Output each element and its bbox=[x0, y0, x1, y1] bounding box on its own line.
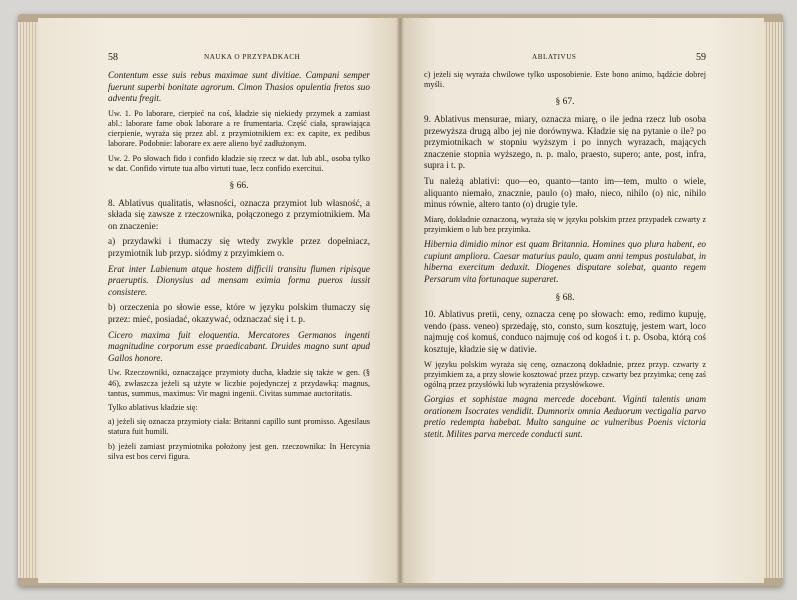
left-page bbox=[38, 18, 400, 583]
right-paragraph: Gorgias et sophistae magna mercede docebant. Viginti talentis unam orationem Isocrates vendidit. Dumnorix omnia Aeduorum vectigalia parvo pretio redempta habebat. Multo sanguine ac vulneribus Poenis victoria stetit. Milites parva mercede conducti sunt. bbox=[424, 394, 706, 439]
left-paragraph: Tylko ablativus kładzie się: bbox=[108, 402, 198, 412]
left-paragraph: a) przydawki i tłumaczy się wtedy zwykle przez dopełniacz, przymiotnik lub przyp. siódmy z przyimkiem o. bbox=[108, 236, 370, 258]
left-paragraph: Contentum esse suis rebus maximae sunt divitiae. Campani semper fuerunt superbi bonitate agrorum. Cimon Thasios opulentia fretos suo adventu fregit. bbox=[108, 70, 370, 104]
left-text-block bbox=[108, 70, 370, 466]
section-heading: § 66. bbox=[229, 181, 249, 191]
left-paragraph: a) jeżeli się oznacza przymioty ciała: Britanni capillo sunt promisso. Agesilaus statura fuit humili. bbox=[108, 417, 370, 437]
page-edges-right bbox=[761, 22, 783, 578]
left-header bbox=[108, 52, 370, 63]
right-paragraph: Tu należą ablativi: quo—eo, quanto—tanto im—tem, multo o wiele, aliquanto niemało, znacznie, paulo (o) mało, nieco, nihilo (o) nic, nihilo minus równie, altero tanto (o) drugie tyle. bbox=[424, 175, 706, 210]
right-paragraph: Hibernia dimidio minor est quam Britannia. Homines quo plura habent, eo cupiunt ampliora. Caesar maturius paulo, quam anni tempus postulabat, in hiberna exercitum deduxit. Diogenes disputare solebat, quanto regem Persarum vita fortunaque superaret. bbox=[424, 239, 706, 284]
right-paragraph: 10. Ablativus pretii, ceny, oznacza cenę po słowach: emo, redimo kupuję, vendo (pass. veneo) sprzedaję, sto, consto, sum kosztuję, jestem wart, loco najmuję coś komuś, conduco najmuję coś od kogoś i t. p. Osoba, którą coś kosztuje, kładzie się w dativie. bbox=[424, 309, 706, 354]
left-paragraph: Uw. Rzeczowniki, oznaczające przymioty ducha, kładzie się także w gen. (§ 46), zwłaszcza jeżeli są użyte w liczbie pojedynczej z przydawką: magnus, tantus, summus, maximus: Vir magni ingenii. Civitas summae auctoritatis. bbox=[108, 368, 370, 398]
section-heading: § 67. bbox=[555, 97, 575, 108]
left-paragraph: 8. Ablativus qualitatis, własności, oznacza przymiot lub własność, a składa się zawsze z rzeczownika, połączonego z przymiotnikiem. Ma on znaczenie: bbox=[108, 197, 370, 231]
left-paragraph: Uw. 1. Po laborare, cierpieć na coś, kładzie się niekiedy przymek a zamiast abl.: laborare fame obok laborare a re frumentaria. Część ciała, sprawiająca cierpienie, wyraża się przez abl. z przymiotnikiem ex: ex capite, ex pedibus laborare. Podobnie: laborare ex aere alieno być zadłużonym. bbox=[108, 108, 370, 149]
left-page-number: 58 bbox=[108, 52, 118, 63]
left-paragraph: Uw. 2. Po słowach fido i confido kładzie się rzecz w dat. lub abl., osoba tylko w dat. Confido virtute tua albo virtuti tuae, lecz confido exercitui. bbox=[108, 153, 370, 173]
left-running-head: NAUKA O PRZYPADKACH bbox=[204, 53, 301, 61]
page-edges-left bbox=[18, 22, 40, 578]
right-paragraph: Miarę, dokładnie oznaczoną, wyraża się w języku polskim przez przypadek czwarty z przyimkiem o lub bez przyimka. bbox=[424, 214, 706, 234]
book-gutter bbox=[396, 18, 404, 583]
right-running-head: ABLATIVUS bbox=[532, 53, 577, 61]
left-paragraph: b) jeżeli zamiast przymiotnika położony jest gen. rzeczownika: In Hercynia silva est bos cervi figura. bbox=[108, 441, 370, 461]
left-paragraph: b) orzeczenia po słowie esse, które w języku polskim tłumaczy się przez: mieć, posiadać, okazywać, odznaczać się i t. p. bbox=[108, 302, 370, 324]
right-text-block bbox=[424, 70, 706, 444]
left-paragraph: Cicero maxima fuit eloquentia. Mercatores Germanos ingenti magnitudine corporum esse praedicabant. Druides magno sunt apud Gallos honore. bbox=[108, 329, 370, 363]
section-heading: § 68. bbox=[555, 292, 575, 303]
right-page-number: 59 bbox=[696, 52, 706, 63]
right-paragraph: c) jeżeli się wyraża chwilowe tylko usposobienie. Este bono animo, bądźcie dobrej myśli. bbox=[424, 70, 706, 90]
right-paragraph: 9. Ablativus mensurae, miary, oznacza miarę, o ile jedna rzecz lub osoba przewyższa drugą albo jej nie dorównywa. Kładzie się na pytanie o ile? po przymiotnikach w stopniu wyższym i po innych wyrazach, mających znaczenie stopnia wyższego, n. p. malo, praesto, supero; ante, post, infra, supra i t. p. bbox=[424, 114, 706, 171]
left-paragraph: Erat inter Labienum atque hostem difficili transitu flumen ripisque praeruptis. Dionysius ad mensam eximia forma pueros iussit consistere. bbox=[108, 263, 370, 297]
right-page bbox=[400, 18, 764, 583]
right-paragraph: W języku polskim wyraża się cenę, oznaczoną dokładnie, przez przyp. czwarty z przyimkiem za, a przy słowie kosztować przez przyp. czwarty bez przyimka; cenę zaś ogólną przez przysłówki lub wyrażenia przysłówkowe. bbox=[424, 359, 706, 389]
